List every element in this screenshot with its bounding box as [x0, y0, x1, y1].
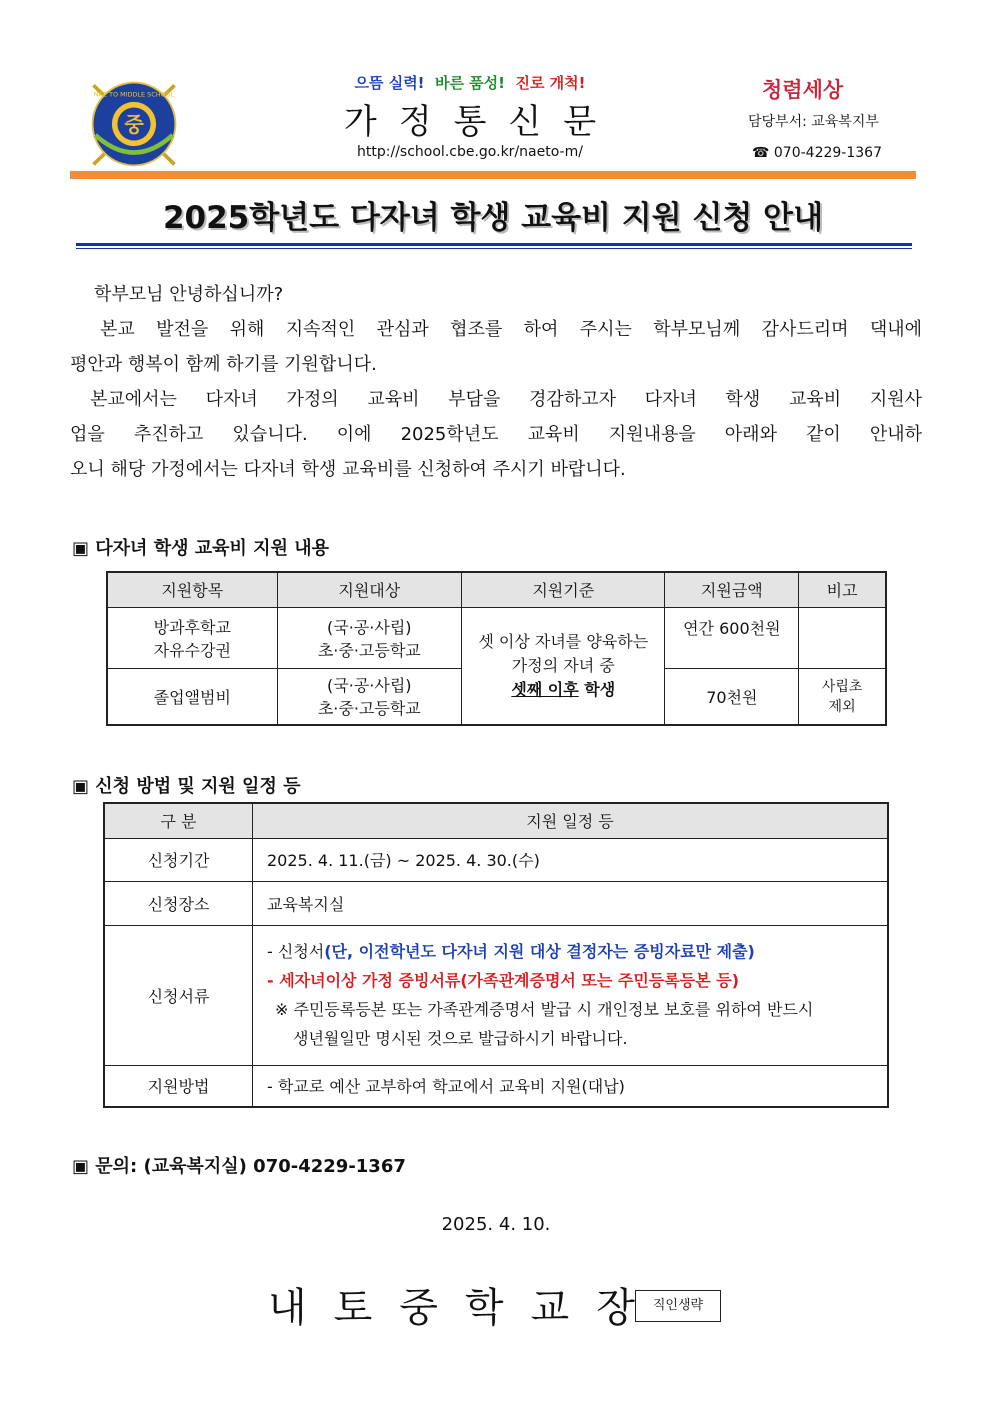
title-underline-thin [76, 248, 912, 249]
row-label: 신청장소 [104, 881, 253, 925]
school-logo-icon [88, 78, 180, 170]
phone-number: ☎ 070-4229-1367 [752, 145, 882, 161]
table-row [104, 1065, 888, 1107]
col-header: 지원 일정 등 [253, 803, 889, 838]
title-underline [76, 243, 912, 246]
table-row [104, 881, 888, 925]
criteria-cell: 셋 이상 자녀를 양육하는 가정의 자녀 중 셋째 이후 학생 [462, 607, 665, 725]
amount-cell: 연간 600천원 [665, 607, 799, 668]
row-label: 신청서류 [104, 925, 253, 1065]
section-heading-support: ▣ 다자녀 학생 교육비 지원 내용 [72, 538, 329, 559]
table-row [107, 607, 886, 668]
principal-signature: 내토중학교장 [268, 1285, 662, 1331]
row-label: 지원방법 [104, 1065, 253, 1107]
school-motto [280, 72, 660, 93]
row-value: - 학교로 예산 교부하여 학교에서 교육비 지원(대납) [253, 1065, 889, 1107]
amount-cell: 70천원 [665, 668, 799, 725]
motto-1: 으뜸 실력! [354, 74, 425, 92]
issue-date: 2025. 4. 10. [441, 1214, 551, 1235]
col-header: 지원항목 [107, 572, 277, 607]
item-cell: 졸업앨범비 [107, 668, 277, 725]
col-header: 구 분 [104, 803, 253, 838]
svg-text:중: 중 [124, 112, 144, 137]
newsletter-title: 가정통신문 [343, 102, 619, 142]
row-label: 신청기간 [104, 838, 253, 881]
motto-3: 진로 개척! [515, 74, 586, 92]
row-value: 2025. 4. 11.(금) ~ 2025. 4. 30.(수) [253, 838, 889, 881]
school-url: http://school.cbe.go.kr/naeto-m/ [357, 144, 583, 160]
target-cell: (국·공·사립) 초·중·고등학교 [277, 607, 462, 668]
department: 담당부서: 교육복지부 [748, 114, 879, 130]
table-row [104, 925, 888, 1065]
intro-line: 오니 해당 가정에서는 다자녀 학생 교육비를 신청하여 주시기 바랍니다. [70, 459, 626, 480]
integrity-brand-logo: 청렴세상 [762, 77, 844, 102]
section-heading-schedule: ▣ 신청 방법 및 지원 일정 등 [72, 776, 301, 797]
intro-line: 본교에서는 다자녀 가정의 교육비 부담을 경감하고자 다자녀 학생 교육비 지원사 [90, 389, 922, 410]
item-cell: 방과후학교 자유수강권 [107, 607, 277, 668]
intro-line: 평안과 행복이 함께 하기를 기원합니다. [70, 354, 377, 375]
col-header: 비고 [799, 572, 886, 607]
row-value: 교육복지실 [253, 881, 889, 925]
col-header: 지원대상 [277, 572, 462, 607]
motto-2: 바른 품성! [434, 74, 506, 92]
table-row [104, 838, 888, 881]
note-cell: 사립초 제외 [799, 668, 886, 725]
intro-line: 업을 추진하고 있습니다. 이에 2025학년도 교육비 지원내용을 아래와 같이 안내하 [70, 424, 922, 445]
col-header: 지원금액 [665, 572, 799, 607]
greeting: 학부모님 안녕하십니까? [94, 284, 284, 305]
target-cell: (국·공·사립) 초·중·고등학교 [277, 668, 462, 725]
support-table [106, 571, 887, 726]
documents-cell: - 신청서(단, 이전학년도 다자녀 지원 대상 결정자는 증빙자료만 제출) - 세자녀이상 가정 증빙서류(가족관계증명서 또는 주민등록등본 등) ※ 주민등록등본 또는 가족관계증명서 발급 시 개인정보 보호를 위하여 반드시 생년월일만 명시된 것으로 발급하시기 바랍니다. [253, 925, 889, 1065]
seal-omitted-box: 직인생략 [635, 1290, 721, 1322]
page-title: 2025학년도 다자녀 학생 교육비 지원 신청 안내 [162, 200, 824, 236]
col-header: 지원기준 [462, 572, 665, 607]
schedule-table [103, 802, 889, 1108]
header-divider [70, 171, 916, 179]
svg-text:NAE TO MIDDLE SCHOOL: NAE TO MIDDLE SCHOOL [93, 90, 175, 99]
note-cell [799, 607, 886, 668]
intro-line: 본교 발전을 위해 지속적인 관심과 협조를 하여 주시는 학부모님께 감사드리며 댁내에 [100, 319, 922, 340]
inquiry-contact: ▣ 문의: (교육복지실) 070-4229-1367 [72, 1156, 406, 1177]
